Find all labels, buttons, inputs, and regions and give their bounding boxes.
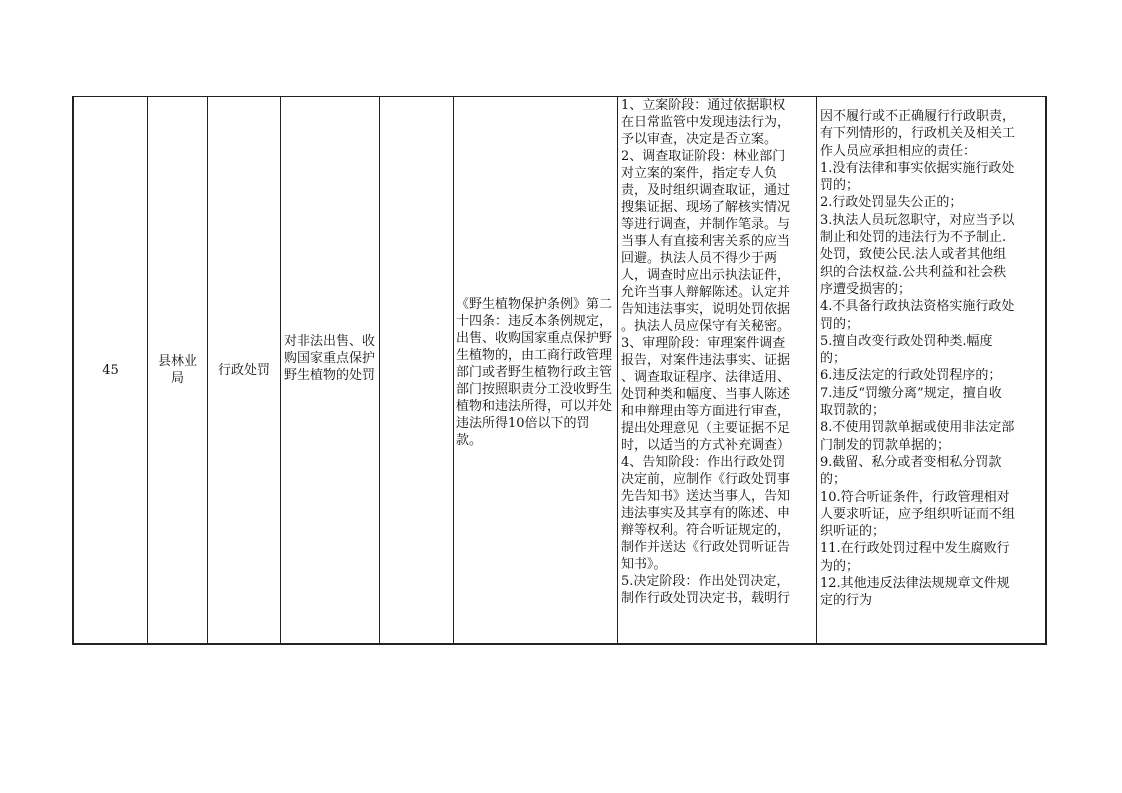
procedure-line: 等进行调查，并制作笔录。与 — [621, 217, 791, 232]
responsibility-line: 10.符合听证条件，行政管理相对 — [820, 489, 1010, 505]
procedure-line: 责，及时组织调查取证，通过 — [621, 183, 791, 198]
responsibility-line: 取罚款的； — [820, 403, 886, 419]
procedure-line: 2、调查取证阶段：林业部门 — [621, 149, 786, 164]
responsibility-line: 为的； — [820, 558, 860, 574]
procedure-line: 知书》。 — [621, 557, 667, 572]
procedure-line: 1、立案阶段：通过依据职权 — [621, 98, 786, 113]
department-name: 县林业局 — [157, 354, 197, 386]
responsibility-text — [820, 108, 1041, 610]
procedure-line: 回避。执法人员不得少于两 — [621, 251, 778, 266]
row-number: 45 — [102, 362, 119, 378]
legal-basis: 《野生植物保护条例》第二十四条：违反本条例规定，出售、收购国家重点保护野生植物的，由工商行政管理部门或者野生植物行政主管部门按照职责分工没收野生植物和违法所得，可以并处违法所得10倍以下的罚款。 — [456, 296, 613, 448]
responsibility-line: 3.执法人员玩忽职守，对应当予以 — [820, 212, 1015, 228]
procedure-line: 辩等权利。符合听证规定的， — [621, 523, 791, 538]
procedure-line: 5.决定阶段：作出处罚决定， — [621, 574, 790, 589]
responsibility-line: 9.截留、私分或者变相私分罚款 — [820, 454, 1002, 470]
cell-department — [148, 97, 208, 643]
cell-legal-basis — [454, 97, 618, 643]
responsibility-line: 序遭受损害的； — [820, 281, 912, 297]
responsibility-line: 2.行政处罚显失公正的； — [820, 195, 963, 211]
procedure-text — [621, 97, 814, 607]
procedure-line: 、调查取证程序、法律适用、 — [621, 370, 791, 385]
responsibility-line: 6.违反法定的行政处罚程序的； — [820, 368, 1002, 384]
responsibility-line: 的； — [820, 472, 847, 488]
procedure-line: 4、告知阶段：作出行政处罚 — [621, 455, 786, 470]
responsibility-line: 门制发的罚款单据的； — [820, 437, 951, 453]
procedure-line: 在日常监管中发现违法行为， — [621, 115, 791, 130]
procedure-line: 处罚种类和幅度、当事人陈述 — [621, 387, 791, 402]
responsibility-line: 罚的； — [820, 178, 860, 194]
responsibility-line: 的； — [820, 351, 847, 367]
procedure-line: 制作行政处罚决定书，载明行 — [621, 591, 791, 606]
procedure-line: 当事人有直接利害关系的应当 — [621, 234, 791, 249]
procedure-line: 报告，对案件违法事实、证据 — [621, 353, 791, 368]
procedure-line: 予以审查，决定是否立案。 — [621, 132, 778, 147]
cell-item-name — [281, 97, 380, 643]
procedure-line: 和申辩理由等方面进行审查， — [621, 404, 791, 419]
authority-table-row — [72, 96, 1047, 645]
responsibility-line: 11.在行政处罚过程中发生腐败行 — [820, 541, 1010, 557]
procedure-line: 搜集证据、现场了解核实情况 — [621, 200, 791, 215]
procedure-line: 提出处理意见（主要证据不足 — [621, 421, 791, 436]
responsibility-line: 制止和处罚的违法行为不予制止. — [820, 230, 1007, 246]
cell-responsibility — [817, 97, 1045, 643]
responsibility-line: 定的行为 — [820, 593, 873, 609]
responsibility-line: 8.不使用罚款单据或使用非法定部 — [820, 420, 1015, 436]
power-category: 行政处罚 — [217, 362, 270, 378]
procedure-line: 3、审理阶段：审理案件调查 — [621, 336, 786, 351]
procedure-line: 允许当事人辩解陈述。认定并 — [621, 285, 791, 300]
responsibility-line: 12.其他违反法律法规规章文件规 — [820, 576, 1010, 592]
responsibility-line: 因不履行或不正确履行行政职责， — [820, 109, 1016, 124]
responsibility-line: 1.没有法律和事实依据实施行政处 — [820, 160, 1015, 176]
cell-category — [208, 97, 281, 643]
procedure-line: 告知违法事实，说明处罚依据 — [621, 302, 791, 317]
responsibility-line: 处罚，致使公民.法人或者其他组 — [820, 247, 1007, 263]
responsibility-line: 罚的； — [820, 316, 860, 332]
cell-sub-item — [380, 97, 454, 643]
responsibility-line: 织的合法权益.公共利益和社会秩 — [820, 264, 1007, 280]
procedure-line: 。执法人员应保守有关秘密。 — [621, 319, 791, 334]
procedure-line: 对立案的案件，指定专人负 — [621, 166, 778, 181]
responsibility-line: 人要求听证，应予组织听证而不组 — [820, 506, 1016, 522]
cell-row-number — [74, 97, 148, 643]
procedure-line: 人，调查时应出示执法证件， — [621, 268, 791, 283]
procedure-line: 制作并送达《行政处罚听证告 — [621, 540, 791, 555]
procedure-line: 时，以适当的方式补充调查） — [621, 438, 791, 453]
procedure-line: 决定前，应制作《行政处罚事 — [621, 472, 791, 487]
item-name: 对非法出售、收购国家重点保护野生植物的处罚 — [284, 333, 376, 383]
responsibility-line: 作人员应承担相应的责任： — [820, 143, 977, 159]
procedure-line: 先告知书》送达当事人，告知 — [621, 489, 791, 504]
procedure-line: 违法事实及其享有的陈述、申 — [621, 506, 791, 521]
responsibility-line: 4.不具备行政执法资格实施行政处 — [820, 299, 1015, 315]
responsibility-line: 7.违反“罚缴分离”规定，擅自收 — [820, 385, 1002, 401]
cell-procedure — [618, 97, 817, 643]
responsibility-line: 5.擅自改变行政处罚种类.幅度 — [820, 333, 993, 349]
responsibility-line: 有下列情形的，行政机关及相关工 — [820, 126, 1016, 142]
responsibility-line: 织听证的； — [820, 524, 886, 540]
